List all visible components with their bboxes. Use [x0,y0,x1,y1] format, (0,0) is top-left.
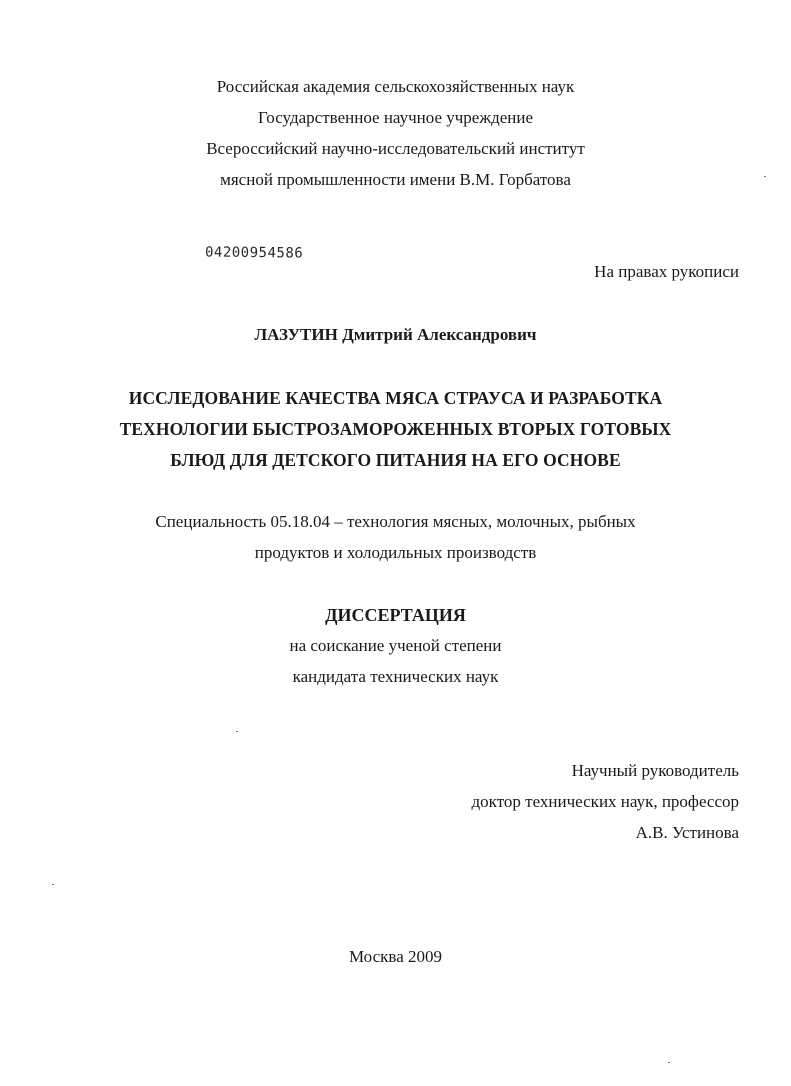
degree-heading: ДИССЕРТАЦИЯ [325,605,466,625]
scan-speck [236,731,238,732]
header-institute-name: мясной промышленности имени В.М. Горбатова [220,170,571,189]
supervisor-label: Научный руководитель [571,761,739,780]
manuscript-note: На правах рукописи [594,262,739,281]
header-institute: Всероссийский научно-исследовательский институт [206,139,585,158]
degree-line-1: на соискание ученой степени [289,636,502,655]
scan-speck [52,884,54,885]
scan-speck [764,176,766,177]
registration-number-stamp: 04200954586 [204,244,304,262]
degree-line-2: кандидата технических наук [292,667,499,686]
scan-speck [668,1062,670,1063]
header-institution-type: Государственное научное учреждение [257,108,534,127]
title-line-2: ТЕХНОЛОГИИ БЫСТРОЗАМОРОЖЕННЫХ ВТОРЫХ ГОТОВЫХ [119,419,672,439]
title-line-3: БЛЮД ДЛЯ ДЕТСКОГО ПИТАНИЯ НА ЕГО ОСНОВЕ [170,450,621,470]
supervisor-name: А.В. Устинова [635,823,739,842]
supervisor-position: доктор технических наук, профессор [471,792,739,811]
author-name: ЛАЗУТИН Дмитрий Александрович [254,325,537,344]
header-academy: Российская академия сельскохозяйственных наук [216,77,575,96]
specialty-line-1: Специальность 05.18.04 – технология мясных, молочных, рыбных [155,512,636,531]
title-line-1: ИССЛЕДОВАНИЕ КАЧЕСТВА МЯСА СТРАУСА И РАЗРАБОТКА [128,388,663,408]
specialty-line-2: продуктов и холодильных производств [254,543,537,562]
place-year: Москва 2009 [348,947,443,966]
